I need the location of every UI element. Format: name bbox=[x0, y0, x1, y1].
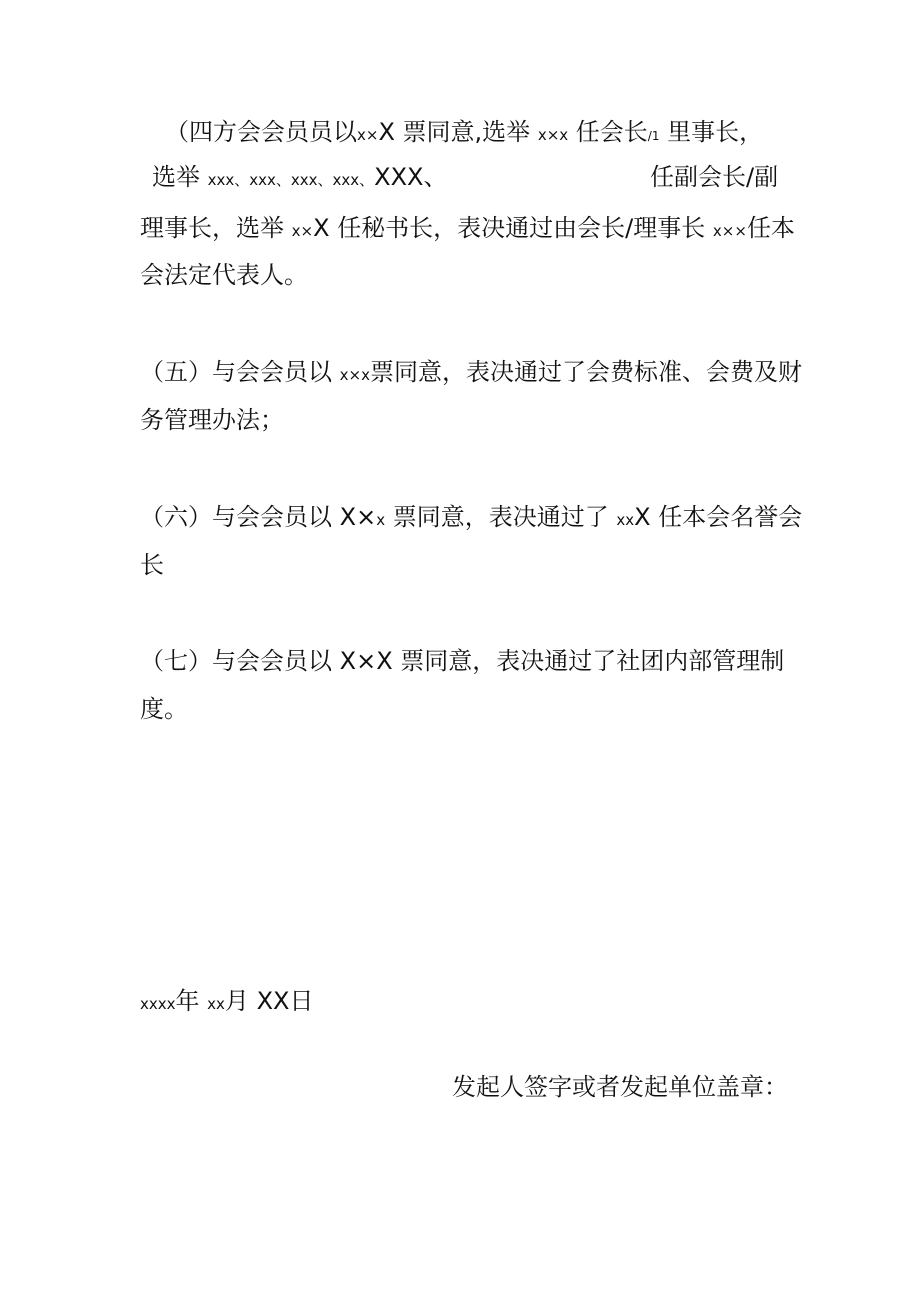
placeholder-text: X bbox=[634, 503, 651, 531]
placeholder-text: x×x bbox=[537, 126, 569, 144]
text-segment: 任副会长/副 bbox=[650, 163, 779, 191]
date-day-placeholder: XX bbox=[256, 987, 290, 1015]
placeholder-text: X bbox=[313, 214, 330, 242]
text-segment: 票同意，表决通过了社团内部管理制 bbox=[400, 647, 785, 675]
paragraph-7-line-1 bbox=[140, 645, 784, 677]
text-segment: 任本 bbox=[746, 214, 795, 242]
paragraph-4-line-2-end bbox=[650, 161, 778, 193]
placeholder-text: X× bbox=[339, 503, 377, 531]
placeholder-text: x×x bbox=[339, 366, 370, 384]
placeholder-text: x bbox=[376, 511, 386, 529]
placeholder-text: xxx、xxx、xxx、xxx、 bbox=[207, 171, 375, 189]
date-month-placeholder: xx bbox=[207, 995, 225, 1013]
paragraph-5-line-2: 务管理办法； bbox=[140, 406, 284, 434]
text-segment: 票同意，表决通过了会费标准、会费及财 bbox=[369, 358, 802, 386]
paragraph-4-line-1 bbox=[165, 116, 763, 152]
placeholder-text: XXX、 bbox=[374, 163, 448, 191]
paragraph-6-line-1 bbox=[140, 501, 802, 536]
paragraph-4-line-4: 会法定代表人。 bbox=[140, 261, 308, 289]
date-year-placeholder: xxxx bbox=[140, 995, 176, 1013]
date-year-unit: 年 bbox=[175, 987, 200, 1015]
placeholder-text: xx bbox=[616, 511, 635, 529]
placeholder-text: X bbox=[378, 118, 395, 146]
text-segment: 票同意，表决通过了 bbox=[392, 503, 609, 531]
text-segment: 任会长 bbox=[575, 118, 648, 146]
paragraph-6-line-2: 长 bbox=[140, 551, 164, 579]
text-segment: （六）与会会员以 bbox=[140, 503, 332, 531]
paragraph-4-line-2 bbox=[152, 161, 448, 196]
text-segment: /1 bbox=[647, 129, 660, 143]
text-segment: 任秘书长，表决通过由会长/理事长 bbox=[337, 214, 706, 242]
text-segment: 里事长， bbox=[667, 118, 764, 146]
paragraph-7-line-2: 度。 bbox=[140, 695, 188, 723]
date-day-unit: 日 bbox=[289, 987, 314, 1015]
signature-label: 发起人签字或者发起单位盖章： bbox=[452, 1073, 788, 1101]
text-segment: （四方会会员员以 bbox=[165, 118, 357, 146]
text-segment: 理事长，选举 bbox=[140, 214, 284, 242]
text-segment: 任本会名誉会 bbox=[658, 503, 803, 531]
placeholder-text: X×X bbox=[339, 647, 393, 675]
date-month-unit: 月 bbox=[224, 987, 249, 1015]
text-segment: 选举 bbox=[152, 163, 200, 191]
placeholder-text: x× bbox=[291, 222, 314, 240]
text-segment: 票同意,选举 bbox=[402, 118, 531, 146]
text-segment: （七）与会会员以 bbox=[140, 647, 332, 675]
paragraph-4-line-3 bbox=[140, 212, 795, 247]
text-segment: （五）与会会员以 bbox=[140, 358, 332, 386]
placeholder-text: x× bbox=[357, 126, 379, 144]
placeholder-text: x×× bbox=[712, 222, 747, 240]
paragraph-5-line-1 bbox=[140, 356, 802, 391]
date-line bbox=[140, 985, 313, 1020]
